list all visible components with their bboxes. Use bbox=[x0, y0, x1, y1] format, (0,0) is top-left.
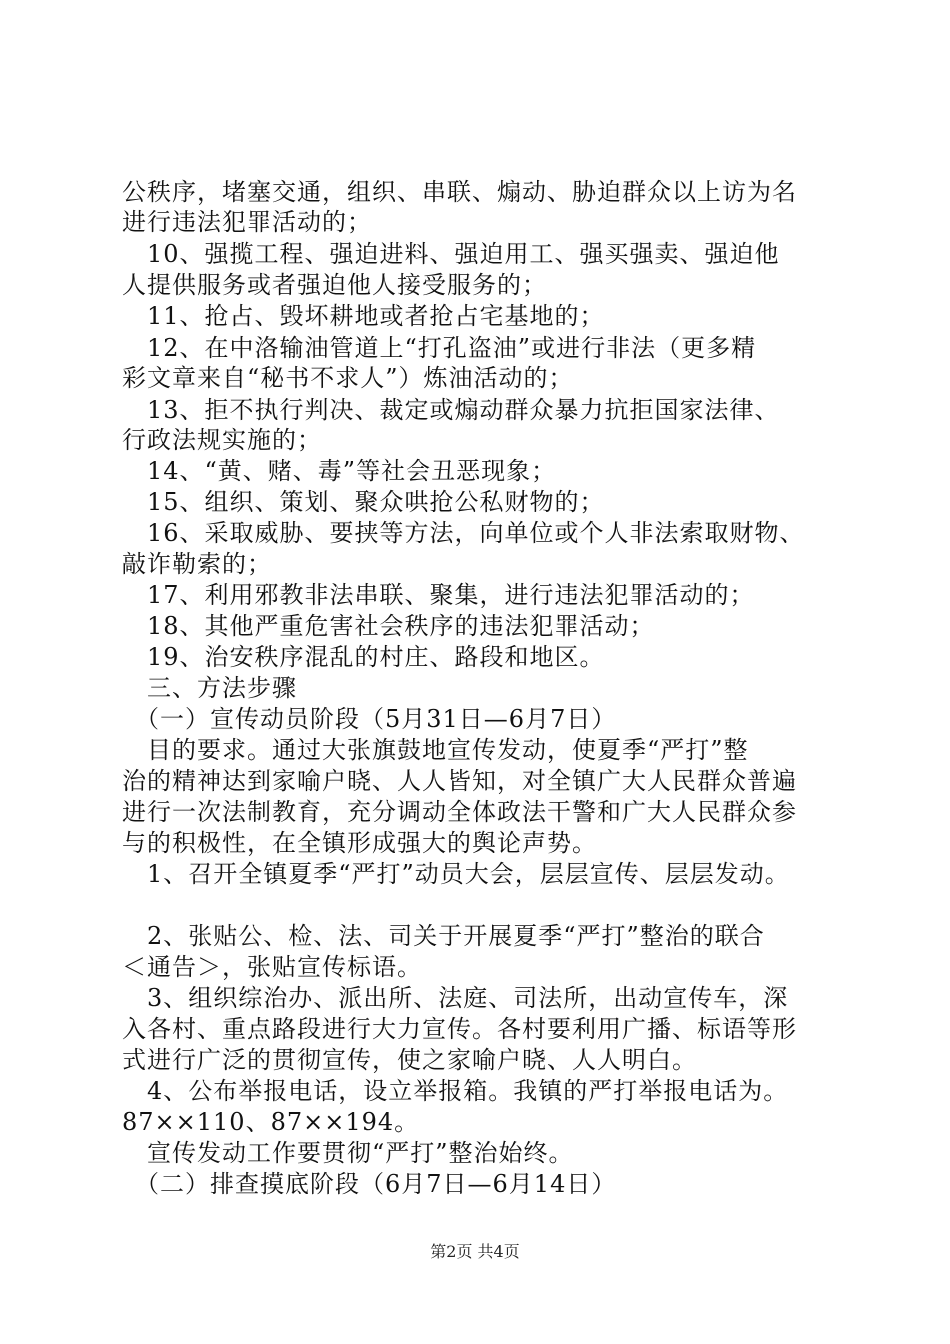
text-line: 3、组织综治办、派出所、法庭、司法所，出动宣传车，深 bbox=[122, 984, 789, 1012]
text-line: 10、强揽工程、强迫进料、强迫用工、强买强卖、强迫他 bbox=[122, 240, 780, 268]
subsection-heading: （一）宣传动员阶段（5月31日—6月7日） bbox=[122, 705, 617, 733]
text-line: 1、召开全镇夏季“严打”动员大会，层层宣传、层层发动。 bbox=[122, 860, 790, 888]
text-line: 目的要求。通过大张旗鼓地宣传发动，使夏季“严打”整 bbox=[122, 736, 749, 764]
text-line: 12、在中洛输油管道上“打孔盗油”或进行非法（更多精 bbox=[122, 334, 757, 362]
text-line: 敲诈勒索的； bbox=[122, 550, 272, 578]
text-line: 16、采取威胁、要挟等方法，向单位或个人非法索取财物、 bbox=[122, 519, 805, 547]
text-line: 行政法规实施的； bbox=[122, 426, 322, 454]
page-number-footer: 第2页 共4页 bbox=[430, 1242, 520, 1261]
text-line: 14、“黄、赌、毒”等社会丑恶现象； bbox=[122, 457, 557, 485]
text-line: 进行一次法制教育，充分调动全体政法干警和广大人民群众参 bbox=[122, 798, 797, 826]
text-line: 彩文章来自“秘书不求人”）炼油活动的； bbox=[122, 364, 574, 392]
subsection-heading: （二）排查摸底阶段（6月7日—6月14日） bbox=[122, 1170, 617, 1198]
text-line: 2、张贴公、检、法、司关于开展夏季“严打”整治的联合 bbox=[122, 922, 765, 950]
text-line: 与的积极性，在全镇形成强大的舆论声势。 bbox=[122, 829, 597, 857]
text-line: 13、拒不执行判决、裁定或煽动群众暴力抗拒国家法律、 bbox=[122, 396, 780, 424]
text-line: 式进行广泛的贯彻宣传，使之家喻户晓、人人明白。 bbox=[122, 1046, 697, 1074]
text-line: 宣传发动工作要贯彻“严打”整治始终。 bbox=[122, 1139, 574, 1167]
text-line: 87××110、87××194。 bbox=[122, 1108, 420, 1136]
text-line: 入各村、重点路段进行大力宣传。各村要利用广播、标语等形 bbox=[122, 1015, 797, 1043]
text-line: 11、抢占、毁坏耕地或者抢占宅基地的； bbox=[122, 302, 605, 330]
section-heading: 三、方法步骤 bbox=[122, 674, 297, 702]
text-line: 治的精神达到家喻户晓、人人皆知，对全镇广大人民群众普遍 bbox=[122, 767, 797, 795]
text-line: 4、公布举报电话，设立举报箱。我镇的严打举报电话为。 bbox=[122, 1077, 789, 1105]
text-line: 17、利用邪教非法串联、聚集，进行违法犯罪活动的； bbox=[122, 581, 755, 609]
text-line: 人提供服务或者强迫他人接受服务的； bbox=[122, 271, 547, 299]
text-line: 进行违法犯罪活动的； bbox=[122, 208, 372, 236]
text-line: 公秩序，堵塞交通，组织、串联、煽动、胁迫群众以上访为名 bbox=[122, 178, 797, 206]
text-line: ＜通告＞，张贴宣传标语。 bbox=[122, 953, 422, 981]
text-line: 15、组织、策划、聚众哄抢公私财物的； bbox=[122, 488, 605, 516]
text-line: 19、治安秩序混乱的村庄、路段和地区。 bbox=[122, 643, 605, 671]
text-line: 18、其他严重危害社会秩序的违法犯罪活动； bbox=[122, 612, 655, 640]
